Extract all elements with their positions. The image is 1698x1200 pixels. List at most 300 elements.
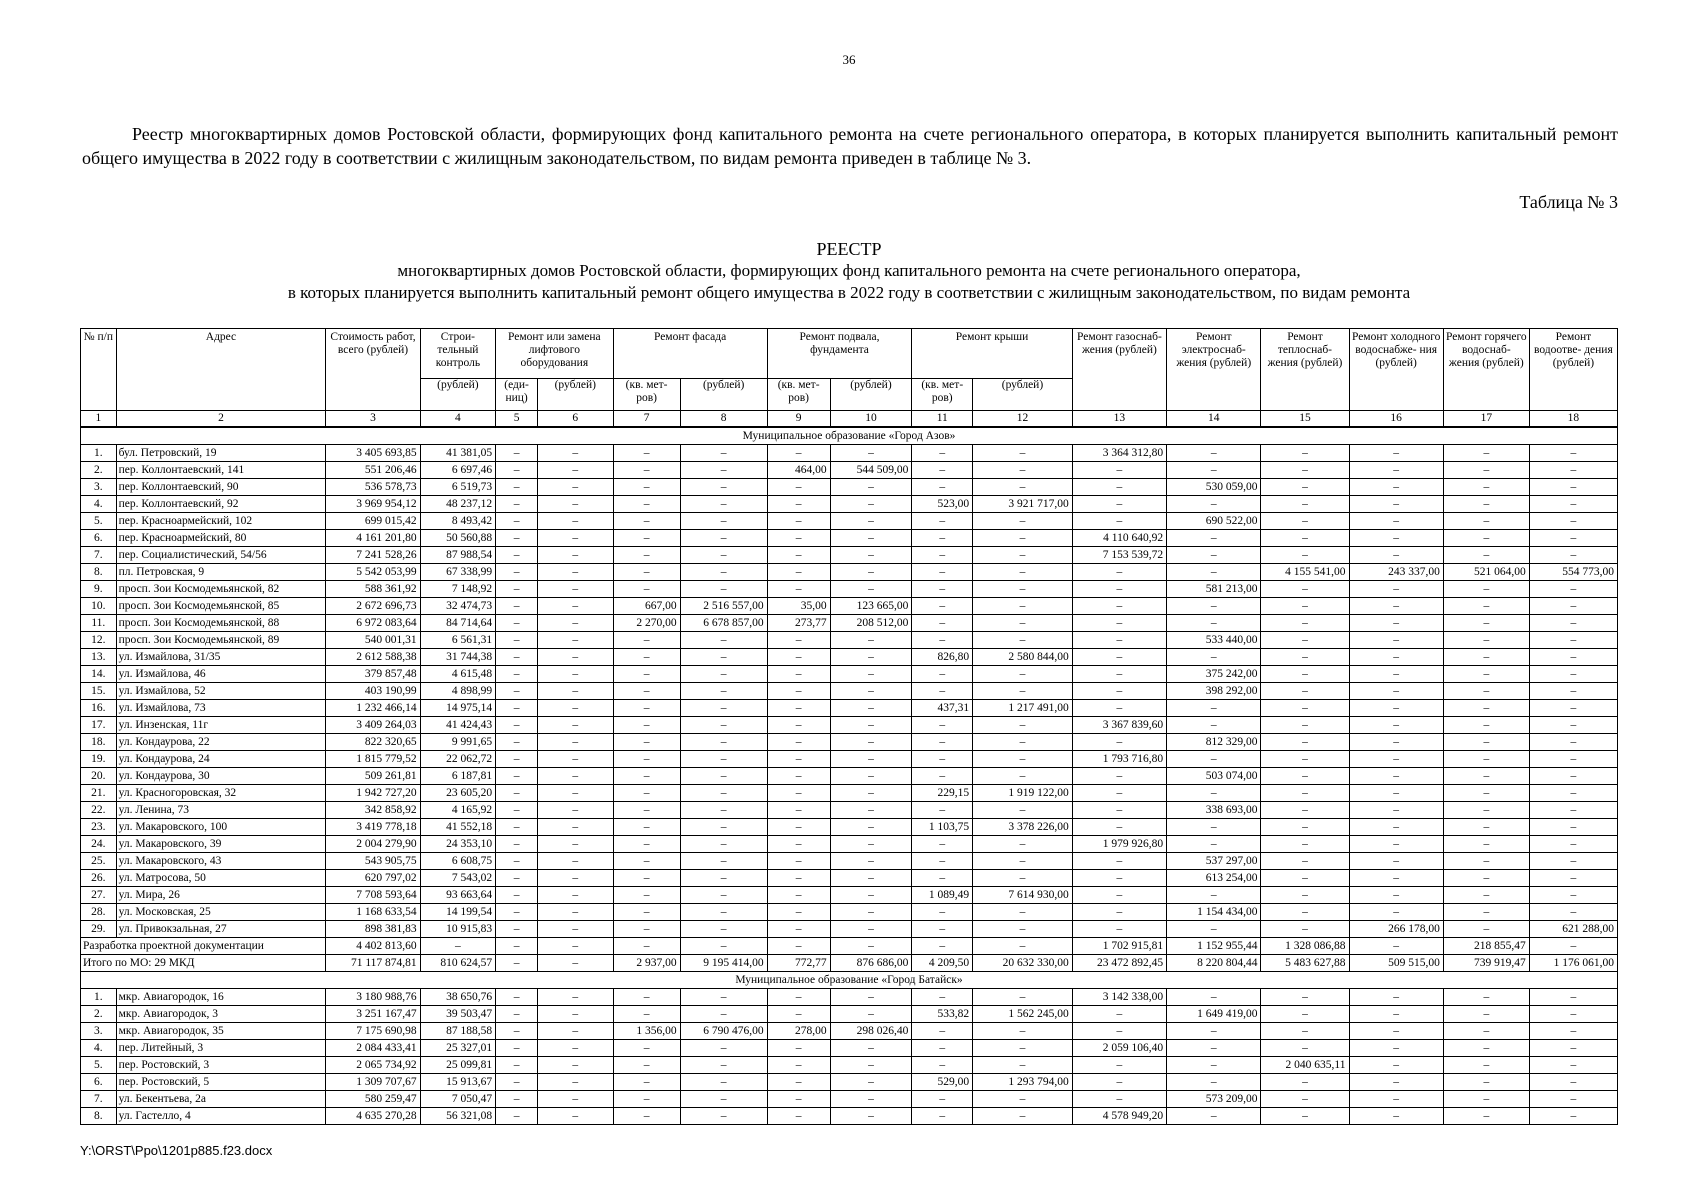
table-cell: 10 915,83 bbox=[420, 921, 495, 938]
table-cell: – bbox=[912, 989, 973, 1006]
table-cell: – bbox=[973, 615, 1073, 632]
table-row bbox=[81, 802, 1618, 819]
table-cell: – bbox=[496, 564, 538, 581]
table-cell: – bbox=[1261, 462, 1349, 479]
table-cell: ул. Гастелло, 4 bbox=[116, 1108, 326, 1125]
table-cell: 41 381,05 bbox=[420, 445, 495, 462]
table-cell: – bbox=[830, 547, 912, 564]
table-cell: – bbox=[830, 802, 912, 819]
table-cell: – bbox=[1072, 802, 1166, 819]
table-cell: – bbox=[538, 513, 614, 530]
table-cell: – bbox=[1167, 445, 1261, 462]
table-cell: пер. Красноармейский, 102 bbox=[116, 513, 326, 530]
table-cell: – bbox=[496, 836, 538, 853]
table-cell: – bbox=[830, 479, 912, 496]
table-cell: – bbox=[613, 768, 680, 785]
table-cell: 523,00 bbox=[912, 496, 973, 513]
table-cell: – bbox=[613, 581, 680, 598]
table-cell: – bbox=[1349, 462, 1443, 479]
table-cell: 2 084 433,41 bbox=[326, 1040, 420, 1057]
table-cell: – bbox=[680, 479, 767, 496]
table-cell: 375 242,00 bbox=[1167, 666, 1261, 683]
table-cell: ул. Измайлова, 31/35 bbox=[116, 649, 326, 666]
section-title: Муниципальное образование «Город Азов» bbox=[81, 427, 1618, 445]
table-cell: – bbox=[496, 547, 538, 564]
table-cell: – bbox=[767, 479, 830, 496]
table-cell: – bbox=[613, 904, 680, 921]
table-cell: – bbox=[613, 530, 680, 547]
registry-subtitle bbox=[0, 260, 1698, 304]
table-cell: – bbox=[680, 683, 767, 700]
table-cell: 529,00 bbox=[912, 1074, 973, 1091]
table-cell: – bbox=[1529, 462, 1617, 479]
table-cell: – bbox=[1167, 530, 1261, 547]
table-cell: – bbox=[912, 530, 973, 547]
table-cell: мкр. Авиагородок, 16 bbox=[116, 989, 326, 1006]
table-cell: 536 578,73 bbox=[326, 479, 420, 496]
table-cell: – bbox=[1167, 615, 1261, 632]
table-cell: 876 686,00 bbox=[830, 955, 912, 972]
table-cell: – bbox=[496, 1074, 538, 1091]
table-cell: – bbox=[538, 717, 614, 734]
table-cell: – bbox=[613, 870, 680, 887]
table-cell: 218 855,47 bbox=[1443, 938, 1529, 955]
intro-paragraph: Реестр многоквартирных домов Ростовской области, формирующих фонд капитального ремонта на счете регионального оператора, в которых планируется выполнить капитальный ремонт общего имущества в 2022 году в соответствии с жилищным законодательством, по видам ремонта приведен в таблице № 3. bbox=[82, 124, 1618, 168]
table-cell: 540 001,31 bbox=[326, 632, 420, 649]
table-cell: – bbox=[1443, 870, 1529, 887]
table-cell: 8 220 804,44 bbox=[1167, 955, 1261, 972]
table-cell: 7 241 528,26 bbox=[326, 547, 420, 564]
table-cell: – bbox=[1167, 564, 1261, 581]
table-cell: – bbox=[680, 666, 767, 683]
table-cell: 35,00 bbox=[767, 598, 830, 615]
table-cell: 7. bbox=[81, 1091, 117, 1108]
table-cell: – bbox=[830, 1057, 912, 1074]
table-cell: – bbox=[1261, 479, 1349, 496]
table-cell: – bbox=[1167, 547, 1261, 564]
table-cell: 2 270,00 bbox=[613, 615, 680, 632]
table-cell: пер. Красноармейский, 80 bbox=[116, 530, 326, 547]
table-cell: – bbox=[912, 1023, 973, 1040]
table-cell: – bbox=[767, 700, 830, 717]
table-cell: – bbox=[767, 904, 830, 921]
table-cell: – bbox=[1349, 785, 1443, 802]
table-cell: – bbox=[973, 1023, 1073, 1040]
table-cell: 5. bbox=[81, 513, 117, 530]
table-cell: – bbox=[680, 700, 767, 717]
table-cell: 27. bbox=[81, 887, 117, 904]
header-facade-sqm: (кв. мет- ров) bbox=[613, 379, 680, 411]
table-row bbox=[81, 768, 1618, 785]
table-cell: – bbox=[767, 1006, 830, 1023]
table-row bbox=[81, 1040, 1618, 1057]
table-cell: – bbox=[767, 802, 830, 819]
table-cell: 25 099,81 bbox=[420, 1057, 495, 1074]
table-cell: ул. Измайлова, 73 bbox=[116, 700, 326, 717]
table-cell: 2 059 106,40 bbox=[1072, 1040, 1166, 1057]
table-cell: 16. bbox=[81, 700, 117, 717]
header-lift-rub: (рублей) bbox=[538, 379, 614, 411]
table-cell: – bbox=[1072, 870, 1166, 887]
table-cell: – bbox=[830, 785, 912, 802]
table-cell: – bbox=[830, 734, 912, 751]
table-cell: 23. bbox=[81, 819, 117, 836]
table-cell: – bbox=[830, 1006, 912, 1023]
table-cell: – bbox=[496, 683, 538, 700]
section-header bbox=[81, 427, 1618, 445]
table-cell: – bbox=[1261, 887, 1349, 904]
table-cell: 11. bbox=[81, 615, 117, 632]
table-cell: – bbox=[830, 666, 912, 683]
table-cell: 41 552,18 bbox=[420, 819, 495, 836]
table-cell: – bbox=[613, 717, 680, 734]
table-cell: 56 321,08 bbox=[420, 1108, 495, 1125]
table-cell: – bbox=[1443, 683, 1529, 700]
registry-subtitle-line-2: в которых планируется выполнить капитальный ремонт общего имущества в 2022 году в соответствии с жилищным законодательством, по видам ремонта bbox=[287, 283, 1411, 302]
table-cell: – bbox=[973, 1108, 1073, 1125]
table-cell: – bbox=[973, 938, 1073, 955]
table-cell: – bbox=[912, 445, 973, 462]
table-cell: – bbox=[538, 683, 614, 700]
table-cell: – bbox=[680, 853, 767, 870]
table-cell: 243 337,00 bbox=[1349, 564, 1443, 581]
table-cell: – bbox=[912, 666, 973, 683]
table-cell: 14. bbox=[81, 666, 117, 683]
table-cell: – bbox=[1443, 887, 1529, 904]
table-cell: – bbox=[1261, 649, 1349, 666]
table-cell: – bbox=[1529, 768, 1617, 785]
table-cell: – bbox=[912, 870, 973, 887]
table-cell: – bbox=[496, 496, 538, 513]
table-cell: 530 059,00 bbox=[1167, 479, 1261, 496]
table-cell: – bbox=[912, 598, 973, 615]
table-cell: – bbox=[1443, 649, 1529, 666]
table-cell: 28. bbox=[81, 904, 117, 921]
table-cell: – bbox=[1167, 1108, 1261, 1125]
table-cell: 21. bbox=[81, 785, 117, 802]
table-cell: 1 942 727,20 bbox=[326, 785, 420, 802]
table-cell: – bbox=[680, 1040, 767, 1057]
table-cell: – bbox=[1349, 904, 1443, 921]
table-cell: – bbox=[767, 1108, 830, 1125]
table-cell: 1. bbox=[81, 445, 117, 462]
column-number: 9 bbox=[767, 411, 830, 428]
table-cell: пер. Ростовский, 3 bbox=[116, 1057, 326, 1074]
table-cell: – bbox=[1349, 496, 1443, 513]
table-cell: 6 790 476,00 bbox=[680, 1023, 767, 1040]
table-cell: 71 117 874,81 bbox=[326, 955, 420, 972]
table-cell: – bbox=[1349, 1074, 1443, 1091]
table-cell: – bbox=[538, 547, 614, 564]
table-cell: – bbox=[496, 649, 538, 666]
table-cell: 3 921 717,00 bbox=[973, 496, 1073, 513]
table-cell: – bbox=[1261, 598, 1349, 615]
table-cell: 1 815 779,52 bbox=[326, 751, 420, 768]
table-row bbox=[81, 1023, 1618, 1040]
table-cell: 6 678 857,00 bbox=[680, 615, 767, 632]
table-cell: ул. Бекентьева, 2а bbox=[116, 1091, 326, 1108]
header-gas: Ремонт газоснаб- жения (рублей) bbox=[1072, 329, 1166, 411]
table-cell: ул. Кондаурова, 24 bbox=[116, 751, 326, 768]
table-cell: – bbox=[496, 581, 538, 598]
table-cell: – bbox=[1072, 513, 1166, 530]
table-cell: – bbox=[1072, 666, 1166, 683]
table-cell: – bbox=[767, 751, 830, 768]
table-cell: – bbox=[912, 904, 973, 921]
table-cell: – bbox=[830, 853, 912, 870]
table-cell: – bbox=[767, 836, 830, 853]
table-cell: – bbox=[830, 496, 912, 513]
table-cell: 3. bbox=[81, 1023, 117, 1040]
table-cell: – bbox=[538, 938, 614, 955]
table-cell: 437,31 bbox=[912, 700, 973, 717]
table-cell: – bbox=[496, 989, 538, 1006]
table-cell: – bbox=[538, 904, 614, 921]
table-cell: – bbox=[973, 904, 1073, 921]
table-cell: – bbox=[1443, 1074, 1529, 1091]
table-cell: – bbox=[973, 598, 1073, 615]
table-cell: – bbox=[1349, 700, 1443, 717]
table-cell: – bbox=[1261, 615, 1349, 632]
table-cell: – bbox=[912, 632, 973, 649]
table-cell: – bbox=[1072, 819, 1166, 836]
table-cell: – bbox=[973, 717, 1073, 734]
header-basement-rub: (рублей) bbox=[830, 379, 912, 411]
table-cell: – bbox=[1349, 768, 1443, 785]
table-cell: – bbox=[767, 921, 830, 938]
table-cell: – bbox=[912, 581, 973, 598]
table-cell: – bbox=[496, 632, 538, 649]
table-cell: – bbox=[538, 1091, 614, 1108]
table-cell: 2 672 696,73 bbox=[326, 598, 420, 615]
table-cell: 1 103,75 bbox=[912, 819, 973, 836]
table-cell: – bbox=[1167, 819, 1261, 836]
table-cell: ул. Привокзальная, 27 bbox=[116, 921, 326, 938]
table-cell: – bbox=[830, 768, 912, 785]
table-cell: – bbox=[973, 1091, 1073, 1108]
table-cell: – bbox=[613, 479, 680, 496]
table-cell: 3 142 338,00 bbox=[1072, 989, 1166, 1006]
table-cell: – bbox=[830, 989, 912, 1006]
table-cell: – bbox=[496, 1091, 538, 1108]
table-cell: 3 180 988,76 bbox=[326, 989, 420, 1006]
table-row bbox=[81, 1074, 1618, 1091]
table-cell: – bbox=[1443, 785, 1529, 802]
table-cell: – bbox=[1261, 666, 1349, 683]
table-cell: – bbox=[973, 751, 1073, 768]
table-cell: – bbox=[680, 547, 767, 564]
registry-title: РЕЕСТР bbox=[816, 239, 882, 259]
table-cell: – bbox=[973, 445, 1073, 462]
table-cell: – bbox=[538, 649, 614, 666]
table-cell: – bbox=[912, 751, 973, 768]
table-cell: – bbox=[1529, 581, 1617, 598]
table-cell: 1 176 061,00 bbox=[1529, 955, 1617, 972]
table-cell: – bbox=[538, 462, 614, 479]
table-cell: – bbox=[912, 1040, 973, 1057]
table-cell: – bbox=[1261, 1108, 1349, 1125]
table-row bbox=[81, 870, 1618, 887]
registry-subtitle-line-1: многоквартирных домов Ростовской области, формирующих фонд капитального ремонта на счете регионального оператора, bbox=[397, 261, 1301, 280]
table-cell: – bbox=[1072, 462, 1166, 479]
table-cell: 509 515,00 bbox=[1349, 955, 1443, 972]
table-row bbox=[81, 564, 1618, 581]
table-cell: 20. bbox=[81, 768, 117, 785]
table-cell: – bbox=[1072, 700, 1166, 717]
table-cell: – bbox=[538, 734, 614, 751]
header-basement: Ремонт подвала, фундамента bbox=[767, 329, 912, 379]
table-cell: – bbox=[1529, 751, 1617, 768]
table-cell: – bbox=[830, 1074, 912, 1091]
header-address: Адрес bbox=[116, 329, 326, 411]
table-cell: – bbox=[613, 632, 680, 649]
table-row bbox=[81, 1057, 1618, 1074]
table-cell: просп. Зои Космодемьянской, 89 bbox=[116, 632, 326, 649]
table-cell: – bbox=[613, 649, 680, 666]
table-row bbox=[81, 496, 1618, 513]
table-cell: – bbox=[1349, 1006, 1443, 1023]
table-cell: – bbox=[1529, 632, 1617, 649]
table-cell: – bbox=[680, 870, 767, 887]
table-cell: – bbox=[496, 751, 538, 768]
table-cell: – bbox=[830, 1040, 912, 1057]
table-row bbox=[81, 887, 1618, 904]
table-row bbox=[81, 649, 1618, 666]
table-cell: 3 405 693,85 bbox=[326, 445, 420, 462]
table-cell: 25 327,01 bbox=[420, 1040, 495, 1057]
table-cell: – bbox=[1529, 785, 1617, 802]
table-cell: – bbox=[1167, 1074, 1261, 1091]
table-cell: – bbox=[1167, 836, 1261, 853]
table-cell: – bbox=[680, 1006, 767, 1023]
table-cell: – bbox=[1529, 904, 1617, 921]
table-cell: Итого по МО: 29 МКД bbox=[81, 955, 326, 972]
table-cell: 15 913,67 bbox=[420, 1074, 495, 1091]
table-cell: – bbox=[1529, 853, 1617, 870]
table-cell: – bbox=[912, 802, 973, 819]
table-cell: – bbox=[1261, 785, 1349, 802]
table-cell: 5 542 053,99 bbox=[326, 564, 420, 581]
table-cell: – bbox=[680, 887, 767, 904]
table-cell: – bbox=[613, 462, 680, 479]
table-cell: 7 175 690,98 bbox=[326, 1023, 420, 1040]
table-cell: – bbox=[973, 802, 1073, 819]
table-cell: – bbox=[1261, 989, 1349, 1006]
section-title: Муниципальное образование «Город Батайск» bbox=[81, 972, 1618, 989]
table-cell: – bbox=[1167, 989, 1261, 1006]
table-cell: – bbox=[1072, 1091, 1166, 1108]
table-cell: – bbox=[496, 904, 538, 921]
table-cell: – bbox=[680, 768, 767, 785]
table-cell: – bbox=[912, 768, 973, 785]
table-cell: – bbox=[1529, 1006, 1617, 1023]
table-cell: – bbox=[973, 1040, 1073, 1057]
table-cell: 620 797,02 bbox=[326, 870, 420, 887]
table-row bbox=[81, 1108, 1618, 1125]
table-cell: 24. bbox=[81, 836, 117, 853]
table-cell: 84 714,64 bbox=[420, 615, 495, 632]
table-cell: – bbox=[613, 751, 680, 768]
table-cell: – bbox=[767, 1057, 830, 1074]
table-cell: – bbox=[1349, 751, 1443, 768]
table-cell: – bbox=[680, 802, 767, 819]
table-cell: – bbox=[496, 1108, 538, 1125]
table-cell: – bbox=[830, 921, 912, 938]
table-cell: 581 213,00 bbox=[1167, 581, 1261, 598]
table-cell: – bbox=[538, 564, 614, 581]
table-cell: – bbox=[1072, 496, 1166, 513]
table-cell: – bbox=[1349, 445, 1443, 462]
table-cell: – bbox=[1443, 530, 1529, 547]
table-cell: – bbox=[538, 1006, 614, 1023]
table-cell: – bbox=[767, 853, 830, 870]
table-cell: 1 356,00 bbox=[613, 1023, 680, 1040]
table-cell: – bbox=[830, 751, 912, 768]
table-cell: – bbox=[680, 751, 767, 768]
table-cell: – bbox=[767, 989, 830, 1006]
table-cell: – bbox=[496, 1006, 538, 1023]
table-cell: – bbox=[1529, 1023, 1617, 1040]
table-cell: ул. Красногоровская, 32 bbox=[116, 785, 326, 802]
header-facade: Ремонт фасада bbox=[613, 329, 767, 379]
table-cell: 1 649 419,00 bbox=[1167, 1006, 1261, 1023]
table-cell: 772,77 bbox=[767, 955, 830, 972]
table-cell: – bbox=[496, 887, 538, 904]
table-cell: – bbox=[973, 547, 1073, 564]
table-cell: 6 608,75 bbox=[420, 853, 495, 870]
table-cell: 379 857,48 bbox=[326, 666, 420, 683]
table-cell: – bbox=[1072, 1074, 1166, 1091]
header-lift-units: (еди- ниц) bbox=[496, 379, 538, 411]
table-cell: – bbox=[1072, 564, 1166, 581]
table-cell: – bbox=[680, 904, 767, 921]
table-cell: ул. Макаровского, 100 bbox=[116, 819, 326, 836]
table-cell: – bbox=[538, 1040, 614, 1057]
table-cell: 29. bbox=[81, 921, 117, 938]
table-cell: – bbox=[1443, 836, 1529, 853]
table-cell: 6. bbox=[81, 1074, 117, 1091]
table-cell: – bbox=[496, 870, 538, 887]
table-cell: – bbox=[1349, 1057, 1443, 1074]
table-cell: – bbox=[1349, 547, 1443, 564]
table-row bbox=[81, 836, 1618, 853]
table-cell: 3 367 839,60 bbox=[1072, 717, 1166, 734]
table-row bbox=[81, 530, 1618, 547]
table-cell: – bbox=[613, 1006, 680, 1023]
table-cell: 588 361,92 bbox=[326, 581, 420, 598]
table-cell: – bbox=[680, 632, 767, 649]
table-cell: – bbox=[1072, 683, 1166, 700]
table-cell: 537 297,00 bbox=[1167, 853, 1261, 870]
table-cell: – bbox=[1072, 649, 1166, 666]
table-cell: – bbox=[1529, 479, 1617, 496]
header-control-unit: (рублей) bbox=[420, 379, 495, 411]
table-cell: 67 338,99 bbox=[420, 564, 495, 581]
table-cell: 4 161 201,80 bbox=[326, 530, 420, 547]
table-cell: – bbox=[496, 479, 538, 496]
table-cell: 278,00 bbox=[767, 1023, 830, 1040]
table-row bbox=[81, 751, 1618, 768]
table-cell: – bbox=[613, 513, 680, 530]
page-number: 36 bbox=[842, 52, 856, 67]
table-cell: – bbox=[1443, 513, 1529, 530]
table-cell: – bbox=[538, 1074, 614, 1091]
table-cell: – bbox=[538, 1057, 614, 1074]
table-cell: 1 309 707,67 bbox=[326, 1074, 420, 1091]
column-number-row bbox=[81, 411, 1618, 428]
table-cell: – bbox=[1529, 666, 1617, 683]
table-cell: – bbox=[538, 785, 614, 802]
